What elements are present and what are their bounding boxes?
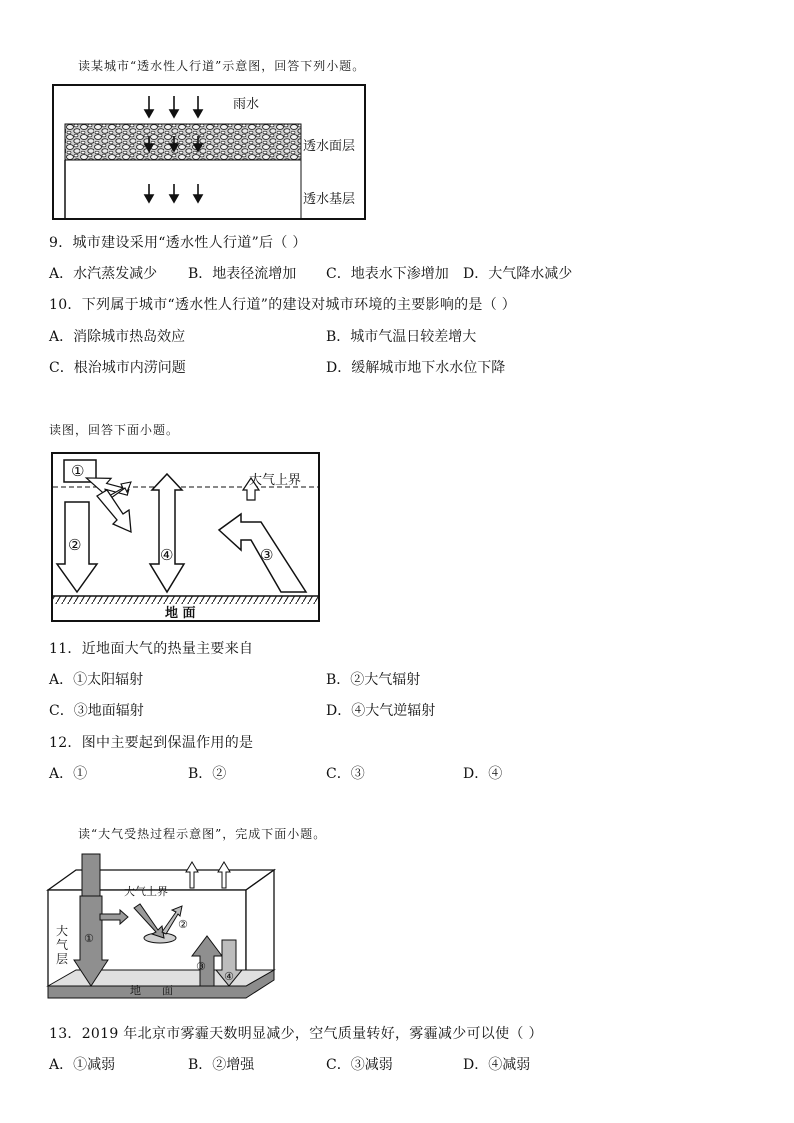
question-9-option-c[interactable]: C．地表水下渗增加 — [326, 266, 449, 282]
question-12-option-d[interactable]: D．④ — [463, 766, 503, 782]
atmosphere-top-label: 大气上界 — [124, 885, 168, 898]
question-13-option-d[interactable]: D．④减弱 — [463, 1057, 531, 1073]
permeable-surface-label: 透水面层 — [303, 139, 356, 154]
question-9-option-b[interactable]: B．地表径流增加 — [188, 266, 297, 282]
question-11-stem: 11．近地面大气的热量主要来自 — [49, 641, 254, 657]
question-11-option-a[interactable]: A．①太阳辐射 — [49, 672, 144, 688]
question-13-stem: 13．2019 年北京市雾霾天数明显减少，空气质量转好，雾霾减少可以使（ ） — [49, 1026, 543, 1042]
question-9-stem: 9．城市建设采用“透水性人行道”后（ ） — [49, 235, 307, 251]
intro-text-3: 读“大气受热过程示意图”，完成下面小题。 — [78, 827, 327, 841]
question-12-stem: 12．图中主要起到保温作用的是 — [49, 735, 254, 751]
question-10-option-a[interactable]: A．消除城市热岛效应 — [49, 329, 186, 345]
question-13-option-c[interactable]: C．③减弱 — [326, 1057, 393, 1073]
label-2: ② — [178, 918, 188, 931]
intro-text-1: 读某城市“透水性人行道”示意图，回答下列小题。 — [78, 59, 366, 73]
rain-label: 雨水 — [233, 97, 260, 112]
atmosphere-layer-label-2: 气 — [56, 938, 69, 952]
question-10-stem: 10．下列属于城市“透水性人行道”的建设对城市环境的主要影响的是（ ） — [49, 297, 517, 313]
question-13-option-a[interactable]: A．①减弱 — [49, 1057, 116, 1073]
question-11-option-d[interactable]: D．④大气逆辐射 — [326, 703, 436, 719]
question-13-option-b[interactable]: B．②增强 — [188, 1057, 255, 1073]
question-10-option-b[interactable]: B．城市气温日较差增大 — [326, 329, 477, 345]
label-2: ② — [68, 536, 82, 554]
atmosphere-layer-label-3: 层 — [56, 952, 69, 966]
atmosphere-layer-label-1: 大 — [56, 924, 69, 938]
question-9-option-a[interactable]: A．水汽蒸发减少 — [49, 266, 158, 282]
figure-atmospheric-heating — [46, 852, 278, 1012]
intro-text-2: 读图，回答下面小题。 — [49, 423, 180, 437]
label-1: ① — [71, 462, 85, 480]
atmosphere-top-label: 大气上界 — [249, 473, 302, 488]
label-3: ③ — [260, 546, 274, 564]
question-11-option-b[interactable]: B．②大气辐射 — [326, 672, 421, 688]
ground-label: 地 面 — [130, 984, 173, 997]
figure-atmosphere-radiation — [51, 452, 320, 622]
permeable-base-label: 透水基层 — [303, 192, 356, 207]
question-10-option-c[interactable]: C．根治城市内涝问题 — [49, 360, 186, 376]
question-9-option-d[interactable]: D．大气降水减少 — [463, 266, 573, 282]
figure-permeable-sidewalk — [52, 84, 366, 220]
label-4: ④ — [224, 970, 234, 983]
label-4: ④ — [160, 546, 174, 564]
question-12-option-c[interactable]: C．③ — [326, 766, 365, 782]
question-12-option-b[interactable]: B．② — [188, 766, 227, 782]
question-10-option-d[interactable]: D．缓解城市地下水水位下降 — [326, 360, 506, 376]
question-12-option-a[interactable]: A．① — [49, 766, 88, 782]
ground-label: 地 面 — [165, 606, 196, 621]
label-3: ③ — [196, 960, 206, 973]
label-1: ① — [84, 932, 94, 945]
question-11-option-c[interactable]: C．③地面辐射 — [49, 703, 144, 719]
